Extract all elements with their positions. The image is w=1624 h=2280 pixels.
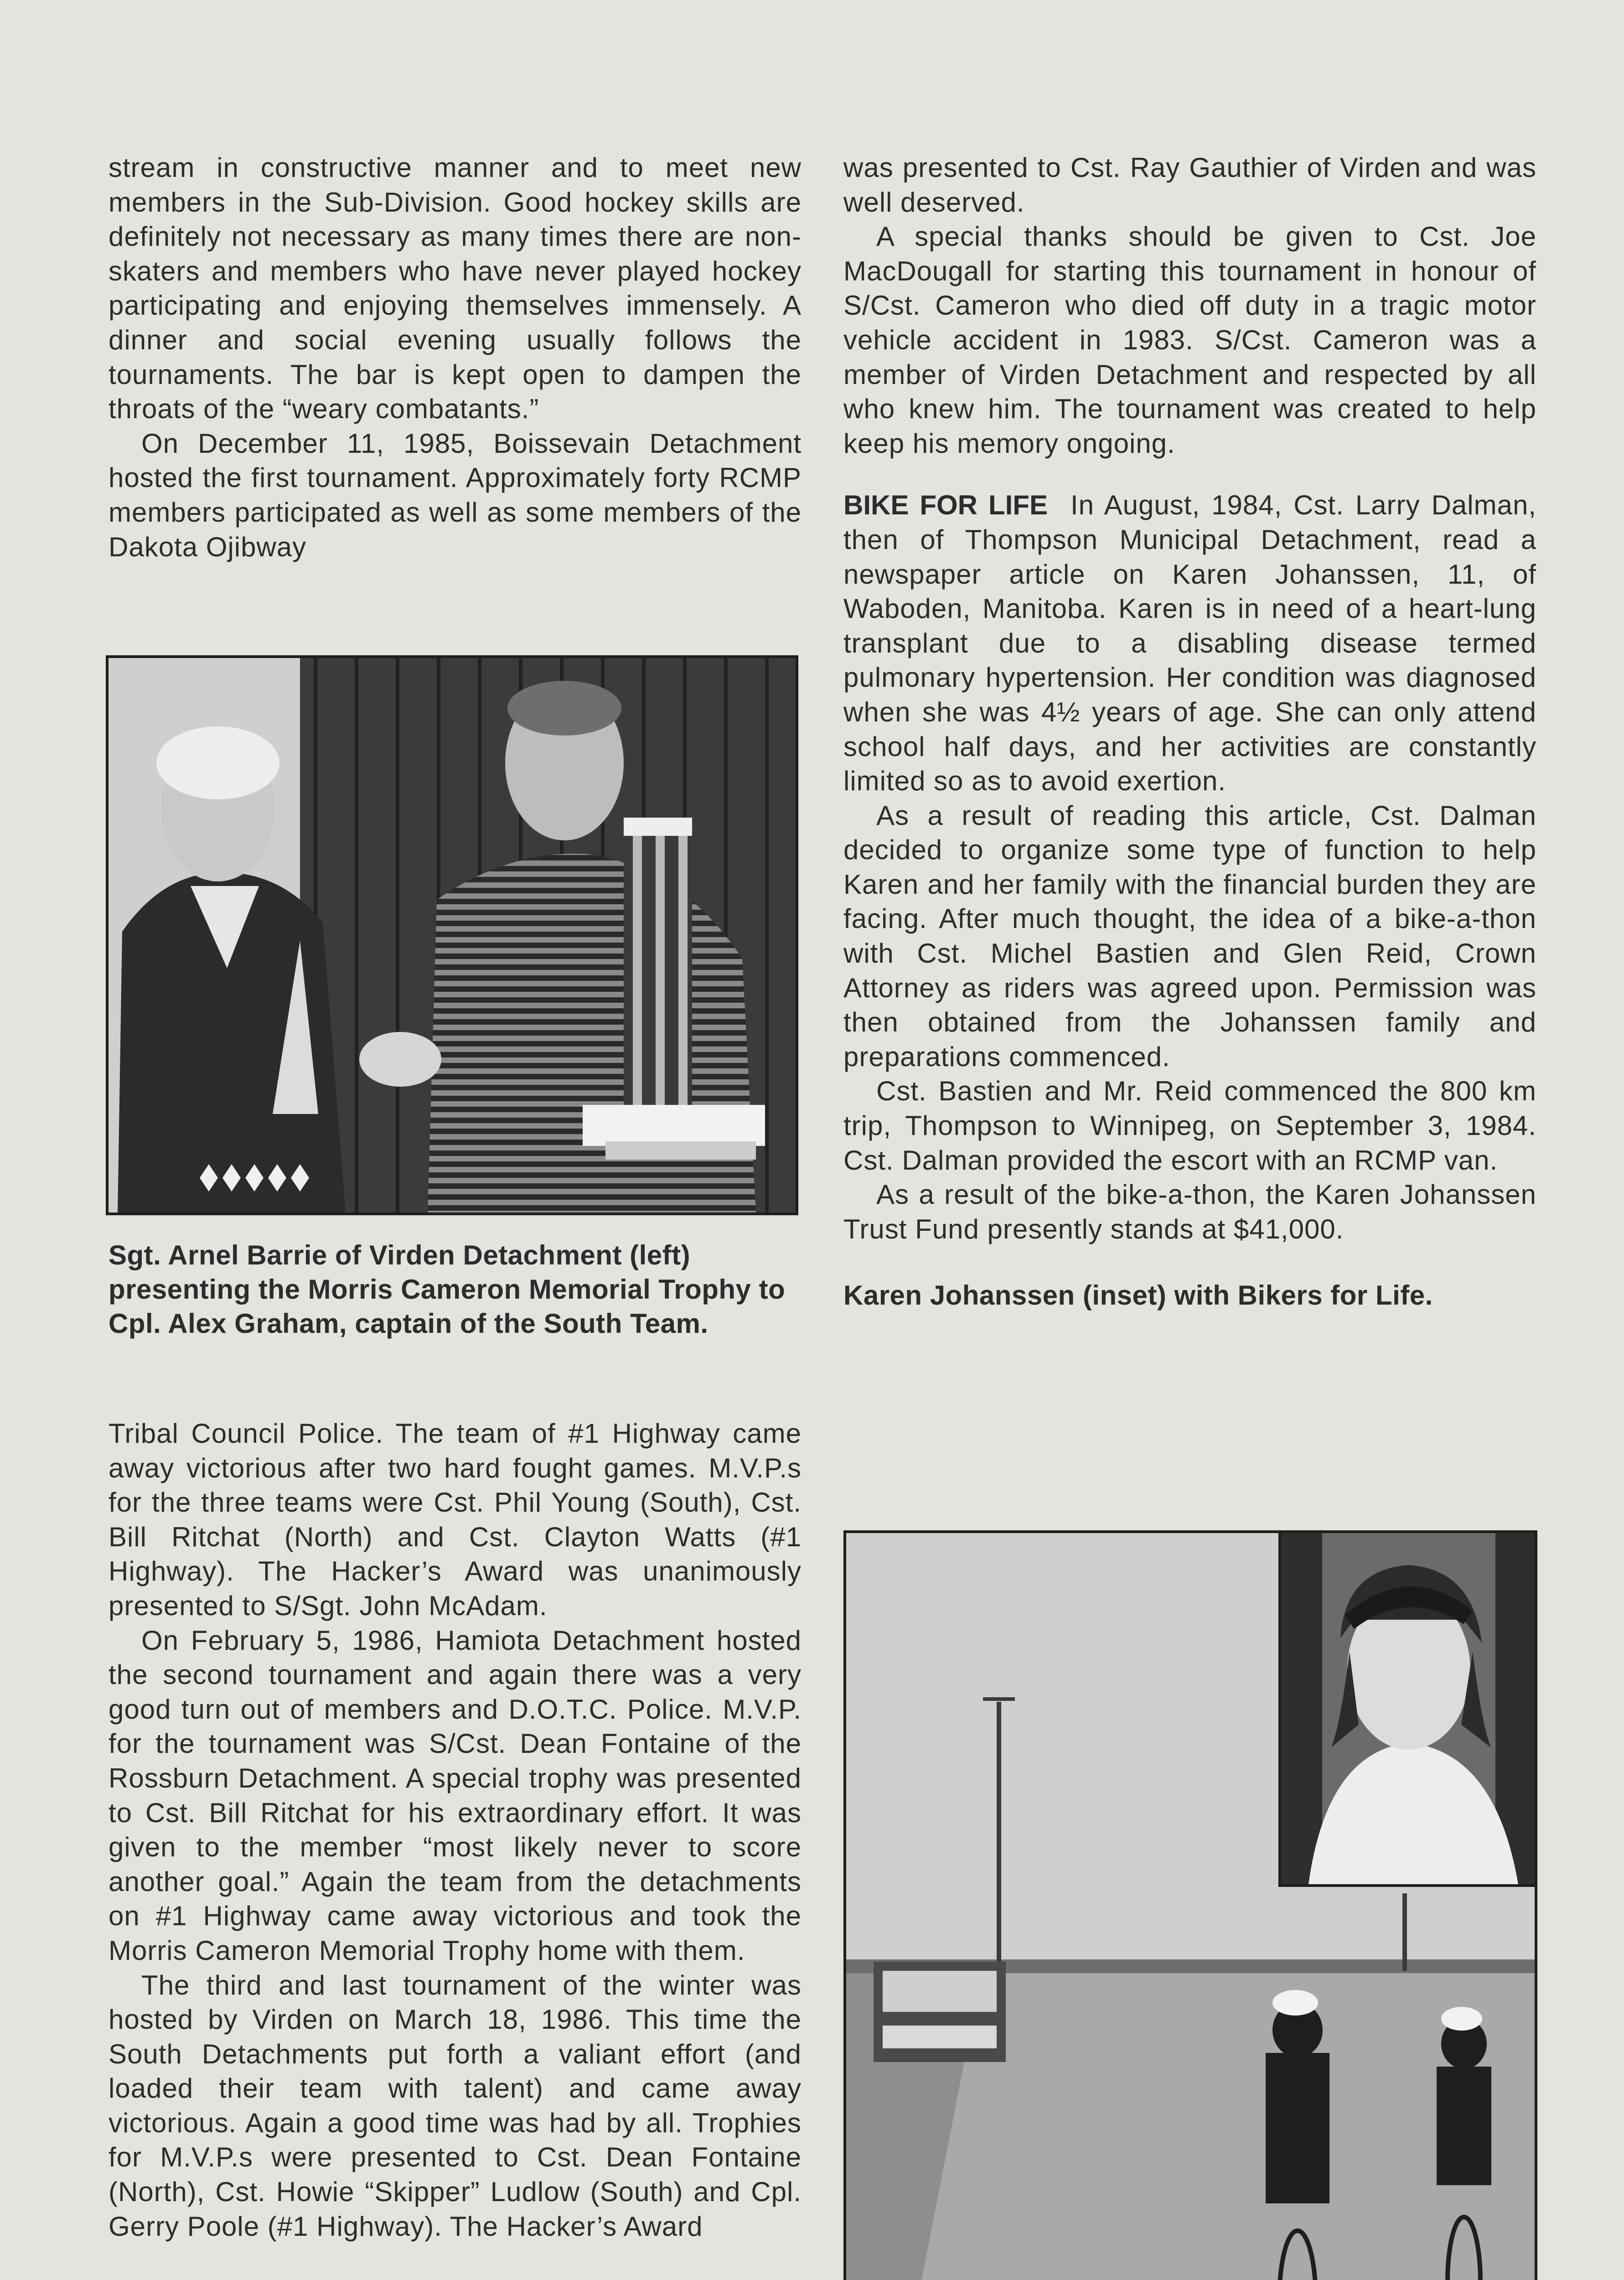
body-paragraph: On February 5, 1986, Hamiota Detachment hosted the second tournament and again there was a very good turn out of members and D.O.T.C. Police. M.V.P. for the tournament was S/Cst. Dean Fontaine of the Rossburn Detachment. A special trophy was presented to Cst. Bill Ritchat for his extraordinary effort. It was given to the member “most likely never to score another goal.” Again the team from the detachments on #1 Highway came away victorious and took the Morris Cameron Memorial Trophy home with them. xyxy=(109,1625,802,1966)
section-heading: BIKE FOR LIFE xyxy=(843,490,1048,521)
left-column-continued xyxy=(109,1416,802,2244)
section-text: In August, 1984, Cst. Larry Dalman, then of Thompson Municipal Detachment, read a newspaper article on Karen Johanssen, 11, of Waboden, Manitoba. Karen is in need of a heart-lung transplant due to a disabling disease termed pulmonary hypertension. Her condition was diagnosed when she was 4½ years of age. She can only attend school half days, and her activities are constantly limited so as to avoid exertion. xyxy=(843,490,1536,797)
body-paragraph: Cst. Bastien and Mr. Reid commenced the 800 km trip, Thompson to Winnipeg, on September 3, 1984. Cst. Dalman provided the escort with an RCMP van. xyxy=(843,1076,1536,1176)
body-paragraph: As a result of reading this article, Cst. Dalman decided to organize some type of function to help Karen and her family with the financial burden they are facing. After much thought, the idea of a bike-a-thon with Cst. Michel Bastien and Glen Reid, Crown Attorney as riders was agreed upon. Permission was then obtained from the Johanssen family and preparations commenced. xyxy=(843,800,1536,1072)
body-paragraph: Tribal Council Police. The team of #1 Highway came away victorious after two hard fought games. M.V.P.s for the three teams were Cst. Phil Young (South), Cst. Bill Ritchat (North) and Cst. Clayton Watts (#1 Highway). The Hacker’s Award was unanimously presented to S/Sgt. John McAdam. xyxy=(109,1418,802,1621)
bikers-photo xyxy=(843,1530,1537,2280)
photo-caption: Karen Johanssen (inset) with Bikers for Life. xyxy=(843,1280,1433,1311)
trophy-photo xyxy=(106,655,798,1215)
body-paragraph: The third and last tournament of the winter was hosted by Virden on March 18, 1986. This time the South Detachments put forth a valiant effort (and loaded their team with talent) and came away victorious. Again a good time was had by all. Trophies for M.V.P.s were presented to Cst. Dean Fontaine (North), Cst. Howie “Skipper” Ludlow (South) and Cpl. Gerry Poole (#1 Highway). The Hacker’s Award xyxy=(109,1969,802,2242)
body-paragraph: stream in constructive manner and to meet new members in the Sub-Division. Good hockey skills are definitely not necessary as many times there are non-skaters and members who have never played hockey participating and enjoying themselves immensely. A dinner and social evening usually follows the tournaments. The bar is kept open to dampen the throats of the “weary combatants.” xyxy=(109,152,802,425)
section-paragraph-first xyxy=(843,488,1536,798)
left-column xyxy=(109,150,802,564)
inset-photo xyxy=(1278,1533,1535,1887)
trophy-photo-caption-block xyxy=(109,1238,802,1341)
body-paragraph: A special thanks should be given to Cst. Joe MacDougall for starting this tournament in honour of S/Cst. Cameron who died off duty in a tragic motor vehicle accident in 1983. S/Cst. Cameron was a member of Virden Detachment and respected by all who knew him. The tournament was created to help keep his memory ongoing. xyxy=(843,221,1536,459)
body-paragraph: As a result of the bike-a-thon, the Karen Johanssen Trust Fund presently stands at $41,000. xyxy=(843,1179,1536,1244)
body-paragraph: was presented to Cst. Ray Gauthier of Virden and was well deserved. xyxy=(843,152,1536,218)
right-column xyxy=(843,150,1536,1312)
photo-caption: Sgt. Arnel Barrie of Virden Detachment (left) presenting the Morris Cameron Memorial Trophy to Cpl. Alex Graham, captain of the South Team. xyxy=(109,1240,786,1339)
body-paragraph: On December 11, 1985, Boissevain Detachment hosted the first tournament. Approximately forty RCMP members participated as well as some members of the Dakota Ojibway xyxy=(109,428,802,562)
